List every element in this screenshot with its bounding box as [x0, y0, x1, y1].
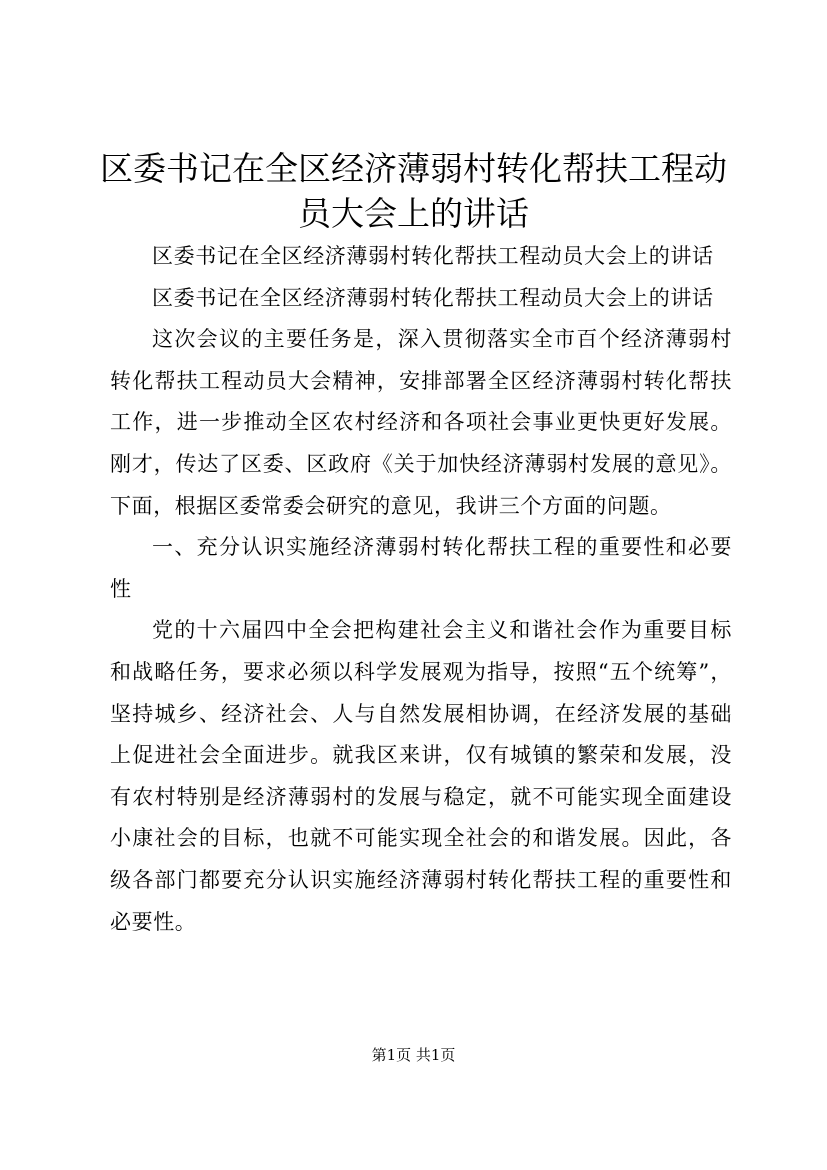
document-body	[110, 236, 732, 943]
paragraph-meeting-task: 这次会议的主要任务是，深入贯彻落实全市百个经济薄弱村转化帮扶工程动员大会精神，安排部署全区经济薄弱村转化帮扶工作，进一步推动全区农村经济和各项社会事业更快更好发展。刚才，传达了区委、区政府《关于加快经济薄弱村发展的意见》。下面，根据区委常委会研究的意见，我讲三个方面的问题。	[110, 327, 732, 518]
section-heading-1: 一、充分认识实施经济薄弱村转化帮扶工程的重要性和必要性	[110, 535, 732, 601]
document-title: 区委书记在全区经济薄弱村转化帮扶工程动员大会上的讲话	[100, 149, 727, 233]
paragraph-repeated-title-2: 区委书记在全区经济薄弱村转化帮扶工程动员大会上的讲话	[152, 285, 714, 310]
paragraph-repeated-title-1: 区委书记在全区经济薄弱村转化帮扶工程动员大会上的讲话	[152, 244, 714, 268]
paragraph-harmonious-society: 党的十六届四中全会把构建社会主义和谐社会作为重要目标和战略任务，要求必须以科学发展观为指导，按照“五个统筹”，坚持城乡、经济社会、人与自然发展相协调，在经济发展的基础上促进社会全面进步。就我区来讲，仅有城镇的繁荣和发展，没有农村特别是经济薄弱村的发展与稳定，就不可能实现全面建设小康社会的目标，也就不可能实现全社会的和谐发展。因此，各级各部门都要充分认识实施经济薄弱村转化帮扶工程的重要性和必要性。	[110, 618, 732, 934]
page-number-footer: 第1页 共1页	[371, 1046, 456, 1064]
